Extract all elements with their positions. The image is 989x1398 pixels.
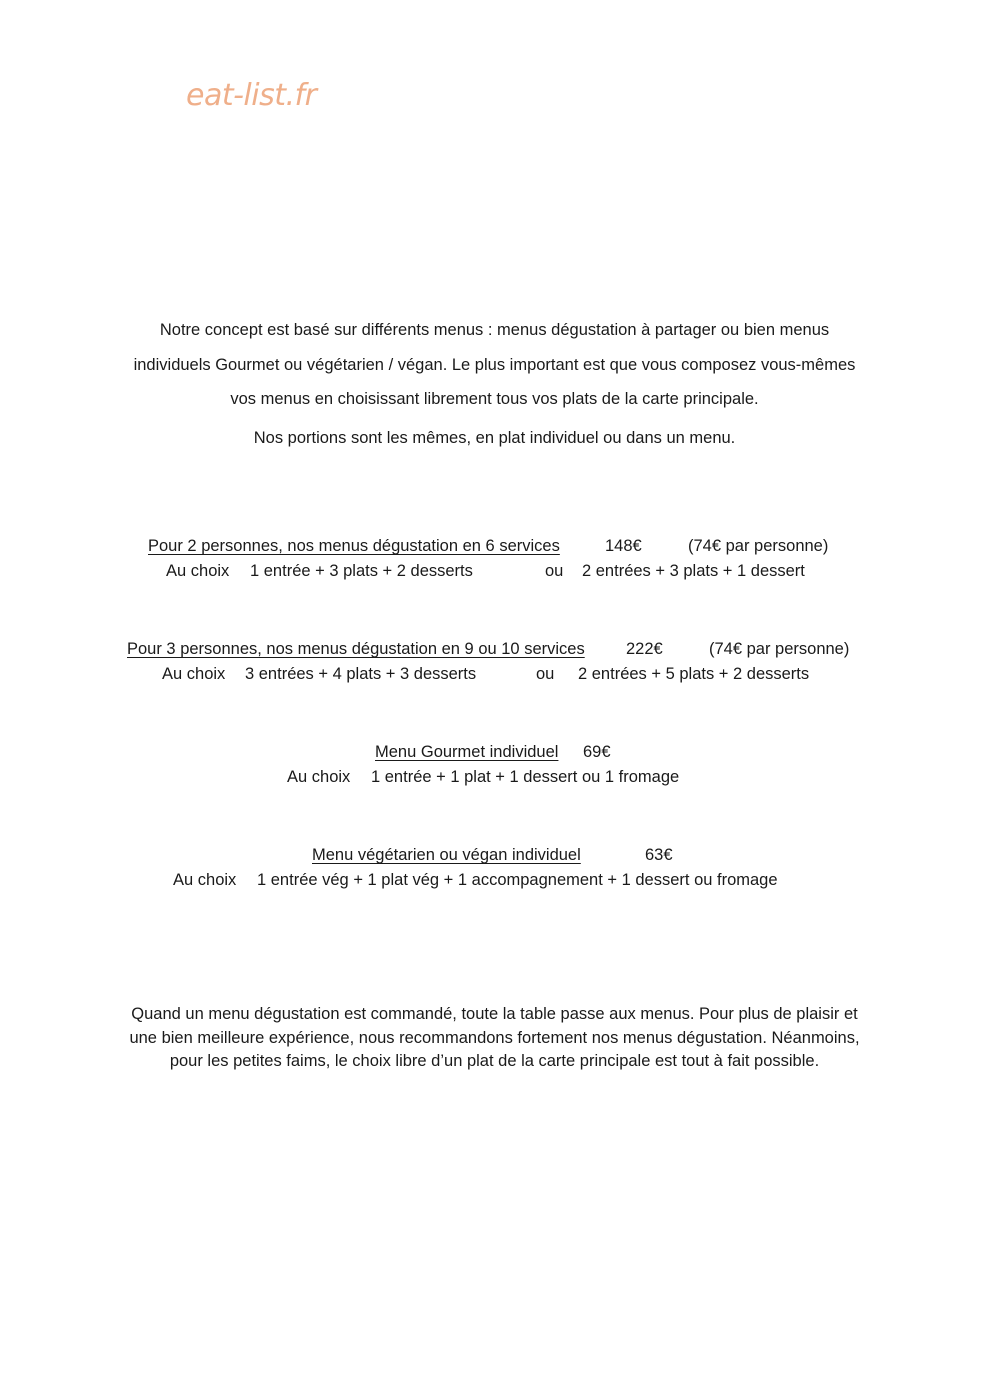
menu-gourmet-option: 1 entrée + 1 plat + 1 dessert ou 1 fromage <box>371 768 680 786</box>
menu-duo-options <box>0 559 989 584</box>
menu-vegetarian-price: 63€ <box>645 846 673 864</box>
footer-line: Quand un menu dégustation est commandé, toute la table passe aux menus. Pour plus de plaisir et <box>131 1005 858 1023</box>
intro-line: Notre concept est basé sur différents menus : menus dégustation à partager ou bien menus <box>159 321 830 339</box>
menu-duo-choice-label: Au choix <box>166 562 230 580</box>
menu-gourmet <box>0 740 989 790</box>
menu-duo-or: ou <box>545 562 564 580</box>
menu-vegetarian <box>0 843 989 893</box>
intro-paragraph <box>0 313 989 417</box>
menu-trio-price: 222€ <box>626 640 663 658</box>
menu-gourmet-header <box>0 740 989 765</box>
menu-vegetarian-title: Menu végétarien ou végan individuel <box>312 846 581 864</box>
menu-trio-title: Pour 3 personnes, nos menus dégustation en 9 ou 10 services <box>127 640 585 658</box>
menu-trio-header <box>0 637 989 662</box>
menu-trio <box>0 637 989 687</box>
menu-gourmet-price: 69€ <box>583 743 611 761</box>
menu-trio-option-a: 3 entrées + 4 plats + 3 desserts <box>245 665 477 683</box>
footer-paragraph <box>0 1003 989 1074</box>
intro-line: individuels Gourmet ou végétarien / végan. Le plus important est que vous composez vous-mêmes <box>133 355 856 374</box>
menu-vegetarian-choice-label: Au choix <box>173 871 237 889</box>
menu-duo-option-a: 1 entrée + 3 plats + 2 desserts <box>250 562 473 580</box>
menu-duo-title: Pour 2 personnes, nos menus dégustation en 6 services <box>148 537 560 555</box>
watermark-text: eat-list.fr <box>186 78 317 113</box>
portions-note: Nos portions sont les mêmes, en plat individuel ou dans un menu. <box>253 429 736 447</box>
menu-trio-or: ou <box>536 665 555 683</box>
menu-gourmet-options <box>0 765 989 790</box>
menu-gourmet-title: Menu Gourmet individuel <box>375 743 559 761</box>
menu-trio-per-person: (74€ par personne) <box>709 640 850 658</box>
menu-vegetarian-options <box>0 868 989 893</box>
menu-duo-per-person: (74€ par personne) <box>688 537 829 555</box>
menu-vegetarian-option: 1 entrée vég + 1 plat vég + 1 accompagnement + 1 dessert ou fromage <box>257 871 778 889</box>
menu-duo <box>0 534 989 584</box>
menu-duo-option-b: 2 entrées + 3 plats + 1 dessert <box>582 562 805 580</box>
menu-duo-header <box>0 534 989 559</box>
intro-line: vos menus en choisissant librement tous vos plats de la carte principale. <box>230 390 759 408</box>
menu-trio-choice-label: Au choix <box>162 665 226 683</box>
menu-duo-price: 148€ <box>605 537 642 555</box>
menu-vegetarian-header <box>0 843 989 868</box>
footer-line: pour les petites faims, le choix libre d’un plat de la carte principale est tout à fait possible. <box>169 1052 820 1070</box>
footer-line: une bien meilleure expérience, nous recommandons fortement nos menus dégustation. Néanmoins, <box>129 1028 860 1047</box>
menu-trio-option-b: 2 entrées + 5 plats + 2 desserts <box>578 665 810 683</box>
menu-gourmet-choice-label: Au choix <box>287 768 351 786</box>
menu-trio-options <box>0 662 989 687</box>
